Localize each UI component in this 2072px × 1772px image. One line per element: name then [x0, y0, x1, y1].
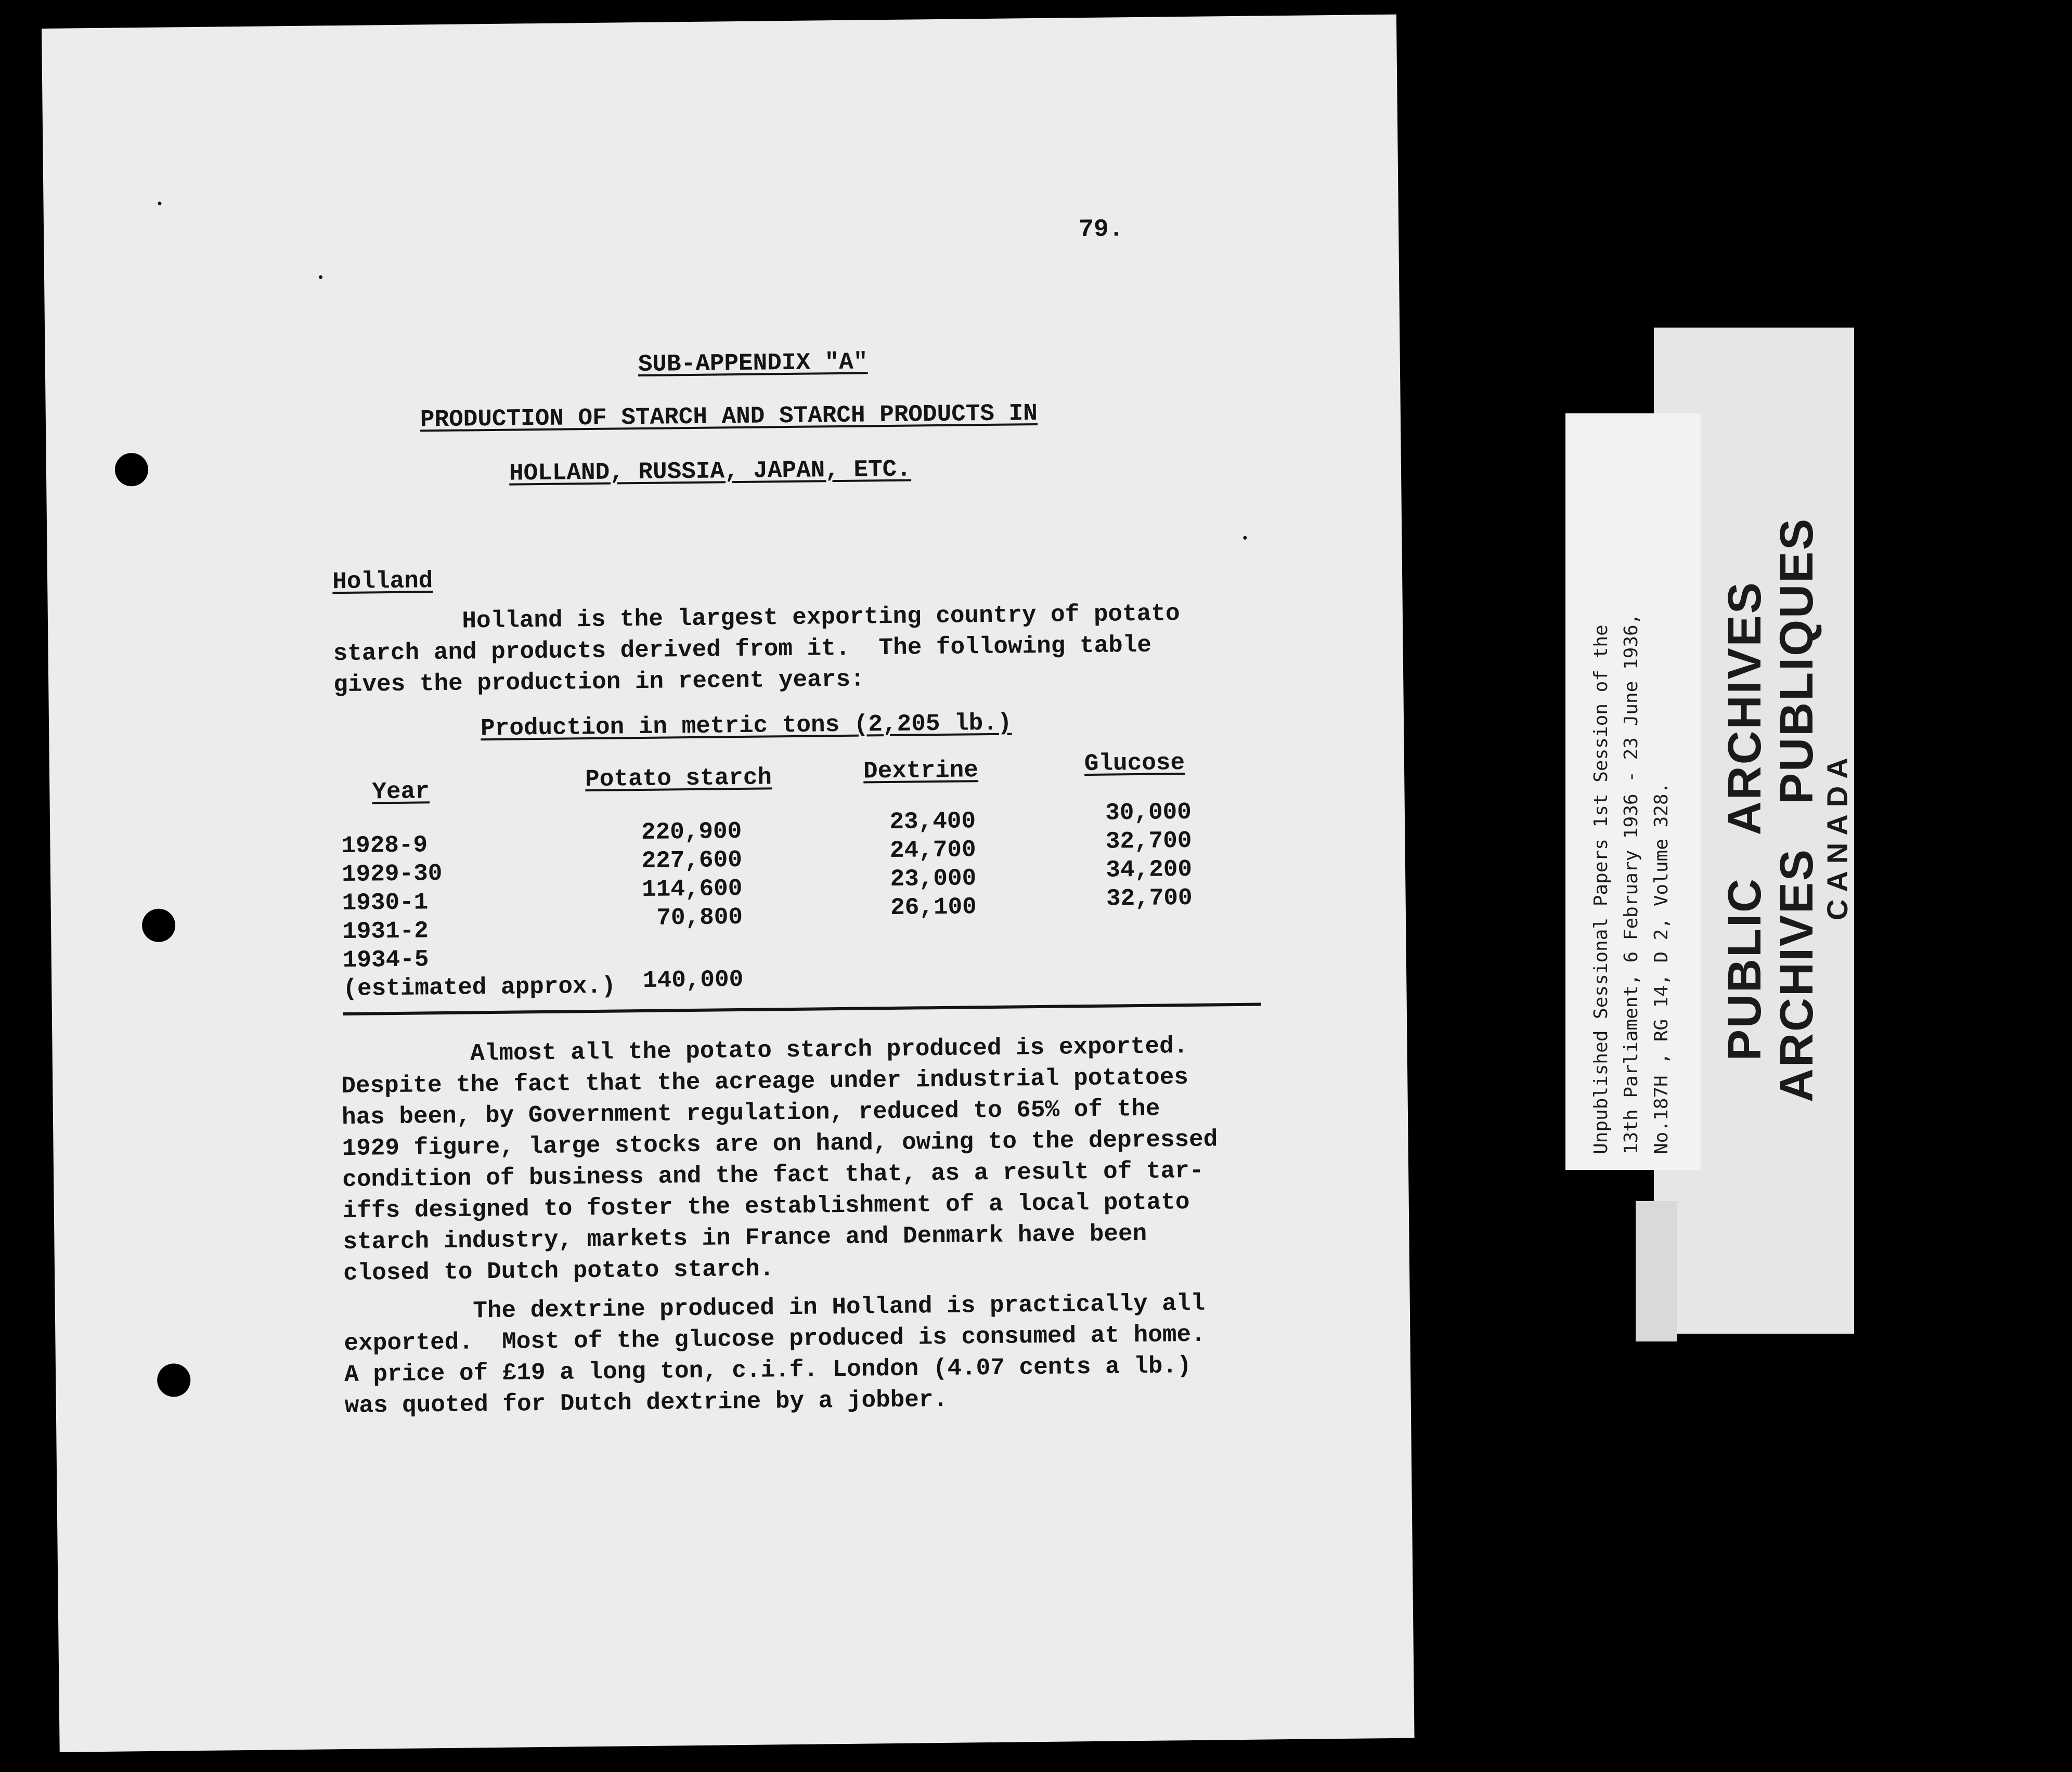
table-cell-year: 1931-2 — [342, 917, 429, 946]
table-cell-potato: 220,900 — [641, 817, 742, 846]
table-cell-year: 1929-30 — [341, 860, 443, 889]
table-cell-dextrine: 23,400 — [889, 807, 976, 836]
archive-citation — [1586, 614, 1677, 1154]
title-line-2: HOLLAND, RUSSIA, JAPAN, ETC. — [509, 455, 912, 487]
table-caption: Production in metric tons (2,205 lb.) — [480, 709, 1012, 742]
table-cell-potato: 70,800 — [656, 903, 743, 932]
paper-speck — [1243, 536, 1247, 540]
table-bottom-rule — [343, 1003, 1261, 1015]
table-cell-glucose: 32,700 — [1105, 827, 1192, 855]
archive-stamp-public-archives: PUBLIC ARCHIVES — [1719, 581, 1771, 1061]
citation-line-1: Unpublished Sessional Papers 1st Session of the — [1590, 624, 1612, 1154]
body-paragraph-2: Almost all the potato starch produced is exported. Despite the fact that the acreage under industrial potatoes has been, by Government regulation, reduced to 65% of the 1929 figure, large stocks are on hand, owing to the depressed condition of business and the fact that, as a result of tar- iffs designed to foster the establishment of a local potato starch industry, markets in France and Denmark have been closed to Dutch potato starch. — [341, 1033, 1218, 1287]
table-cell-glucose: 34,200 — [1106, 855, 1193, 884]
table-cell-year: 1934-5 — [342, 946, 429, 974]
table-cell-dextrine: 24,700 — [889, 836, 976, 865]
estimated-label: (estimated approx.) — [343, 972, 616, 1003]
sub-appendix-heading: SUB-APPENDIX "A" — [638, 348, 868, 379]
punch-hole — [115, 453, 149, 487]
column-header-glucose: Glucose — [1084, 749, 1185, 778]
table-cell-glucose: 30,000 — [1105, 798, 1192, 827]
table-cell-year: 1928-9 — [341, 831, 428, 860]
table-cell-potato: 114,600 — [641, 875, 743, 904]
punch-hole — [142, 908, 176, 942]
archive-stamp-canada: CANADA — [1821, 750, 1854, 920]
table-cell-dextrine: 23,000 — [890, 865, 977, 893]
page-number: 79. — [1078, 215, 1124, 244]
document-page — [42, 15, 1415, 1752]
table-cell-dextrine: 26,100 — [890, 893, 977, 921]
table-cell-potato: 227,600 — [641, 846, 743, 875]
punch-hole — [157, 1363, 191, 1397]
archive-label-notch — [1636, 1201, 1677, 1341]
paper-speck — [158, 202, 161, 205]
table-cell-year: 1930-1 — [342, 889, 429, 917]
intro-paragraph: Holland is the largest exporting country of potato starch and products derived from it. The following table gives the production in recent years: — [332, 600, 1180, 699]
column-header-potato-starch: Potato starch — [585, 764, 772, 793]
body-paragraph-3: The dextrine produced in Holland is practically all exported. Most of the glucose produced is consumed at home. A price of £19 a long ton, c.i.f. London (4.07 cents a lb.) was quoted for Dutch dextrine by a jobber. — [343, 1289, 1206, 1420]
citation-line-3: No.187H , RG 14, D 2, Volume 328. — [1651, 782, 1672, 1154]
column-header-dextrine: Dextrine — [863, 757, 979, 785]
paper-speck — [319, 275, 322, 279]
column-header-year: Year — [372, 778, 430, 806]
estimated-value: 140,000 — [642, 966, 744, 994]
section-heading: Holland — [332, 567, 433, 596]
table-cell-glucose: 32,700 — [1106, 884, 1193, 913]
title-line-1: PRODUCTION OF STARCH AND STARCH PRODUCTS IN — [420, 399, 1038, 434]
archive-stamp-archives-publiques: ARCHIVES PUBLIQUES — [1771, 517, 1823, 1102]
citation-line-2: 13th Parliament, 6 February 1936 - 23 June 1936, — [1621, 613, 1642, 1154]
